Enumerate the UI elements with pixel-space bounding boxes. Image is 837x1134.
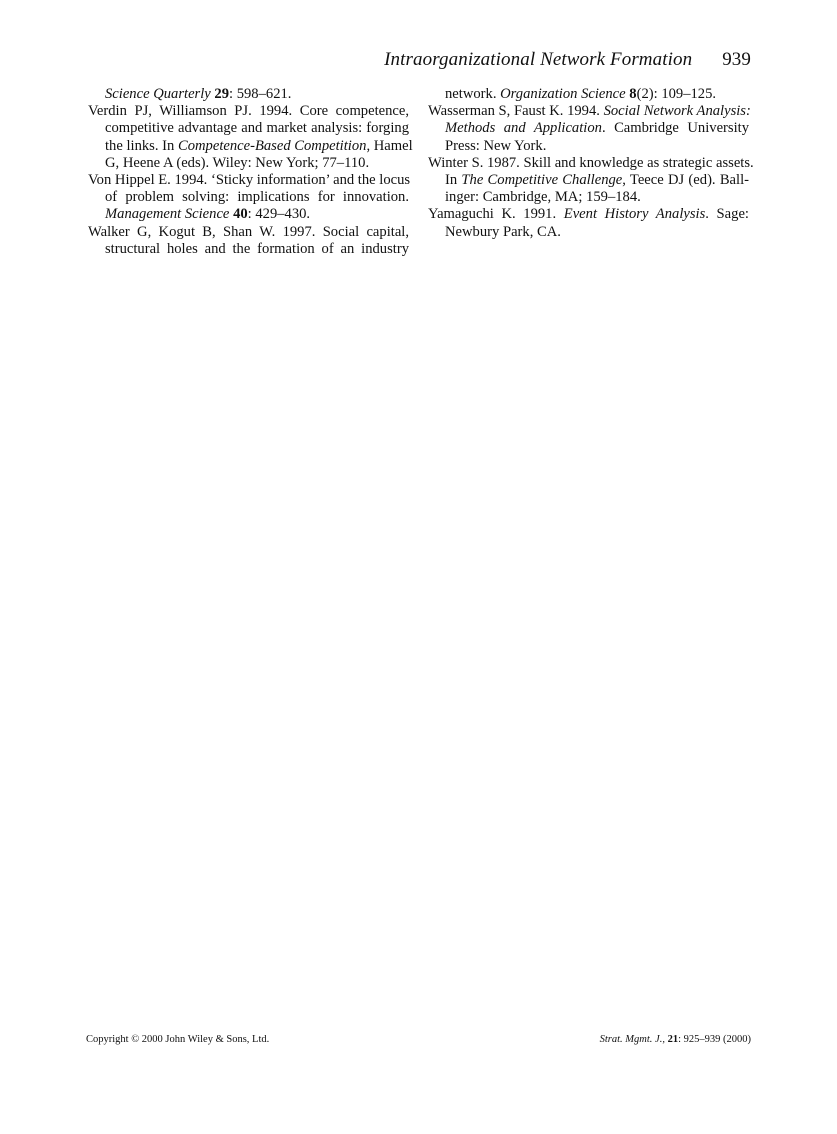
text: network.: [445, 86, 501, 102]
reference-line: [428, 189, 749, 206]
italic-text: Management Science: [105, 206, 230, 223]
text: G, Heene A (eds). Wiley: New York; 77–110.: [105, 154, 370, 171]
bold-text: 8: [629, 86, 637, 102]
text: competitive advantage and market analysis: forging: [105, 120, 409, 137]
text: . Cambridge University: [601, 120, 749, 137]
reference-line: [88, 137, 413, 155]
text: the links. In: [105, 137, 178, 154]
italic-text: Science Quarterly: [105, 86, 211, 102]
italic-text: Methods and Application: [445, 120, 602, 137]
running-title: Intraorganizational Network Formation: [384, 49, 693, 70]
text: Newbury Park, CA.: [445, 223, 561, 240]
reference-line: [88, 224, 409, 241]
reference-line: [88, 155, 409, 172]
page-number: 939: [722, 49, 751, 70]
journal-abbrev: Strat. Mgmt. J.,: [599, 1034, 665, 1045]
text: (2): 109–125.: [636, 86, 717, 102]
journal-citation: [600, 1034, 751, 1045]
reference-line: [88, 103, 409, 120]
reference-line: [88, 241, 409, 258]
reference-line: [88, 189, 409, 206]
reference-line: [428, 224, 749, 241]
reference-entry-wasserman: [428, 103, 749, 155]
reference-line: [428, 138, 749, 155]
text: Verdin PJ, Williamson PJ. 1994. Core competence,: [88, 103, 409, 120]
reference-entry-vonhippel: [88, 172, 409, 224]
reference-line: [88, 206, 409, 223]
text: , Teece DJ (ed). Ball-: [622, 171, 749, 188]
journal-volume: 21: [667, 1034, 679, 1045]
text: Yamaguchi K. 1991.: [428, 206, 564, 223]
text: of problem solving: implications for innovation.: [105, 189, 409, 206]
italic-text: Organization Science: [500, 86, 626, 102]
reference-line: [428, 120, 749, 137]
text: : 598–621.: [229, 86, 292, 102]
text: , Hamel: [366, 137, 413, 154]
bold-text: 40: [233, 206, 248, 223]
reference-entry-verdin: [88, 103, 413, 172]
reference-line: [428, 172, 749, 189]
text: Walker G, Kogut B, Shan W. 1997. Social capital,: [88, 223, 409, 240]
reference-line: [428, 103, 749, 120]
reference-entry-cont: [88, 86, 409, 103]
reference-entry-walker-cont: [428, 86, 749, 103]
text: : 429–430.: [247, 206, 311, 223]
reference-entry-winter: [428, 154, 754, 207]
reference-line: [428, 206, 749, 223]
text: Winter S. 1987. Skill and knowledge as strategic assets.: [428, 154, 754, 171]
reference-entry-yamaguchi: [428, 206, 749, 240]
text: Press: New York.: [445, 137, 547, 154]
journal-pages: : 925–939 (2000): [678, 1034, 751, 1045]
copyright-notice: Copyright © 2000 John Wiley & Sons, Ltd.: [86, 1034, 270, 1045]
text: Wasserman S, Faust K. 1994.: [428, 103, 604, 120]
text: Von Hippel E. 1994. ‘Sticky information’ and the locus: [88, 171, 411, 188]
text: structural holes and the formation of an industry: [105, 240, 409, 257]
reference-line: [88, 120, 409, 137]
italic-text: Social Network Analysis:: [603, 103, 751, 120]
italic-text: Event History Analysis: [563, 206, 706, 223]
text: inger: Cambridge, MA; 159–184.: [445, 189, 641, 206]
italic-text: Competence-Based Competition: [177, 137, 367, 154]
bold-text: 29: [214, 86, 230, 102]
reference-line: [428, 154, 754, 172]
reference-line: [428, 86, 749, 103]
running-head: [384, 49, 751, 71]
reference-entry-walker: [88, 224, 409, 258]
reference-line: [88, 172, 409, 189]
text: . Sage:: [705, 206, 749, 223]
italic-text: The Competitive Challenge: [461, 171, 623, 188]
text: In: [445, 171, 462, 188]
reference-line: [88, 86, 409, 103]
references-left-column: [88, 86, 413, 258]
references-right-column: [428, 86, 754, 241]
